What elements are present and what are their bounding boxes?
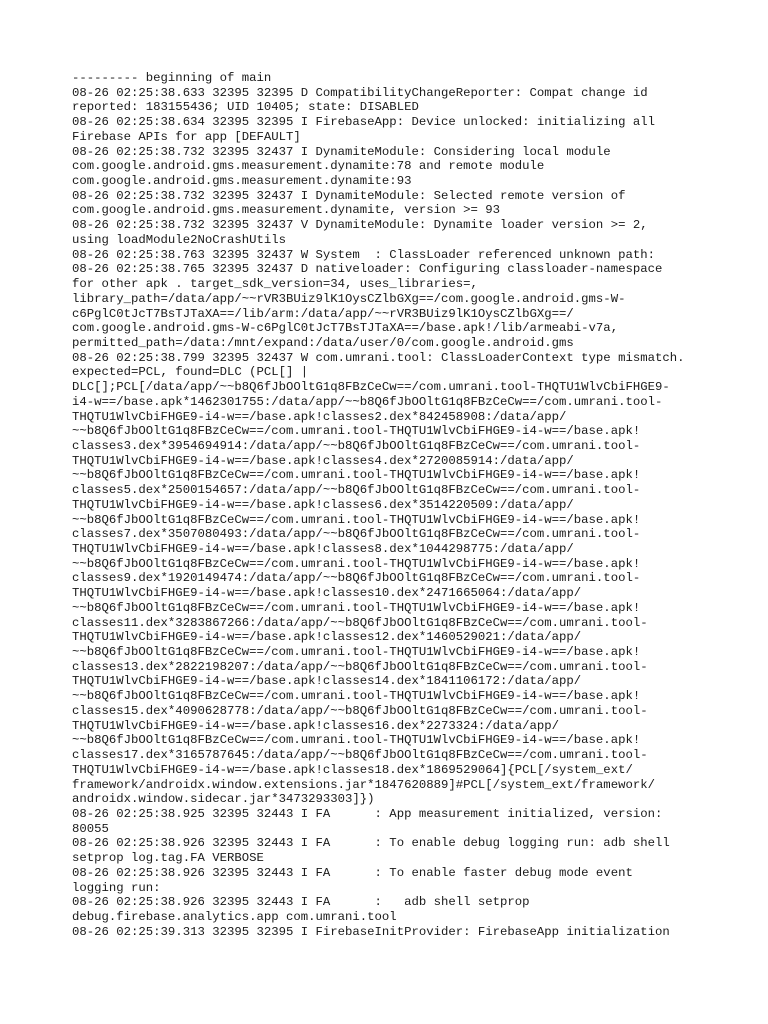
log-line: ~~b8Q6fJbOOltG1q8FBzCeCw==/com.umrani.tool-THQTU1WlvCbiFHGE9-i4-w==/base.apk! <box>72 556 641 571</box>
log-line: classes7.dex*3507080493:/data/app/~~b8Q6fJbOOltG1q8FBzCeCw==/com.umrani.tool- <box>72 527 641 542</box>
log-line: DLC[];PCL[/data/app/~~b8Q6fJbOOltG1q8FBzCeCw==/com.umrani.tool-THQTU1WlvCbiFHGE9- <box>72 380 670 395</box>
log-line: 08-26 02:25:38.926 32395 32443 I FA : To enable debug logging run: adb shell <box>72 836 670 851</box>
log-line: ~~b8Q6fJbOOltG1q8FBzCeCw==/com.umrani.tool-THQTU1WlvCbiFHGE9-i4-w==/base.apk! <box>72 512 641 527</box>
log-line: THQTU1WlvCbiFHGE9-i4-w==/base.apk!classes12.dex*1460529021:/data/app/ <box>72 630 582 645</box>
log-line: framework/androidx.window.extensions.jar*1847620889]#PCL[/system_ext/framework/ <box>72 777 655 792</box>
log-line: 08-26 02:25:38.926 32395 32443 I FA : To enable faster debug mode event <box>72 865 633 880</box>
log-line: classes5.dex*2500154657:/data/app/~~b8Q6fJbOOltG1q8FBzCeCw==/com.umrani.tool- <box>72 483 641 498</box>
log-line: ~~b8Q6fJbOOltG1q8FBzCeCw==/com.umrani.tool-THQTU1WlvCbiFHGE9-i4-w==/base.apk! <box>72 424 641 439</box>
log-line: library_path=/data/app/~~rVR3BUiz9lK1OysCZlbGXg==/com.google.android.gms-W- <box>72 291 626 306</box>
log-line: THQTU1WlvCbiFHGE9-i4-w==/base.apk!classes16.dex*2273324:/data/app/ <box>72 718 560 733</box>
log-line: 08-26 02:25:38.925 32395 32443 I FA : App measurement initialized, version: <box>72 806 663 821</box>
log-line: expected=PCL, found=DLC (PCL[] | <box>72 365 309 380</box>
log-line: ~~b8Q6fJbOOltG1q8FBzCeCw==/com.umrani.tool-THQTU1WlvCbiFHGE9-i4-w==/base.apk! <box>72 689 641 704</box>
log-line: classes17.dex*3165787645:/data/app/~~b8Q6fJbOOltG1q8FBzCeCw==/com.umrani.tool- <box>72 748 648 763</box>
log-line: ~~b8Q6fJbOOltG1q8FBzCeCw==/com.umrani.tool-THQTU1WlvCbiFHGE9-i4-w==/base.apk! <box>72 600 641 615</box>
log-line: i4-w==/base.apk*1462301755:/data/app/~~b8Q6fJbOOltG1q8FBzCeCw==/com.umrani.tool- <box>72 394 663 409</box>
log-line: permitted_path=/data:/mnt/expand:/data/user/0/com.google.android.gms <box>72 335 574 350</box>
log-line: THQTU1WlvCbiFHGE9-i4-w==/base.apk!classes14.dex*1841106172:/data/app/ <box>72 674 582 689</box>
log-line: THQTU1WlvCbiFHGE9-i4-w==/base.apk!classes4.dex*2720085914:/data/app/ <box>72 453 574 468</box>
log-line: ~~b8Q6fJbOOltG1q8FBzCeCw==/com.umrani.tool-THQTU1WlvCbiFHGE9-i4-w==/base.apk! <box>72 468 641 483</box>
log-line: THQTU1WlvCbiFHGE9-i4-w==/base.apk!classes8.dex*1044298775:/data/app/ <box>72 542 574 556</box>
log-line: 08-26 02:25:39.313 32395 32395 I FirebaseInitProvider: FirebaseApp initialization <box>72 924 670 939</box>
log-line: 08-26 02:25:38.765 32395 32437 D nativeloader: Configuring classloader-namespace <box>72 262 663 277</box>
log-line: 08-26 02:25:38.633 32395 32395 D CompatibilityChangeReporter: Compat change id <box>72 85 648 100</box>
log-line: setprop log.tag.FA VERBOSE <box>72 851 264 866</box>
log-line: 80055 <box>72 821 109 836</box>
log-line: Firebase APIs for app [DEFAULT] <box>72 129 301 144</box>
log-line: 08-26 02:25:38.634 32395 32395 I FirebaseApp: Device unlocked: initializing all <box>72 115 655 130</box>
log-line: com.google.android.gms.measurement.dynamite:93 <box>72 174 412 189</box>
log-line: THQTU1WlvCbiFHGE9-i4-w==/base.apk!classes6.dex*3514220509:/data/app/ <box>72 497 574 512</box>
log-line: classes9.dex*1920149474:/data/app/~~b8Q6fJbOOltG1q8FBzCeCw==/com.umrani.tool- <box>72 571 641 586</box>
log-line: androidx.window.sidecar.jar*3473293303]}) <box>72 792 375 807</box>
log-line: ~~b8Q6fJbOOltG1q8FBzCeCw==/com.umrani.tool-THQTU1WlvCbiFHGE9-i4-w==/base.apk! <box>72 645 641 660</box>
log-line: THQTU1WlvCbiFHGE9-i4-w==/base.apk!classes2.dex*842458908:/data/app/ <box>72 409 567 424</box>
log-line: c6PglC0tJcT7BsTJTaXA==/lib/arm:/data/app/~~rVR3BUiz9lK1OysCZlbGXg==/ <box>72 306 574 321</box>
log-line: classes11.dex*3283867266:/data/app/~~b8Q6fJbOOltG1q8FBzCeCw==/com.umrani.tool- <box>72 615 648 630</box>
log-line: 08-26 02:25:38.732 32395 32437 I DynamiteModule: Selected remote version of <box>72 188 626 203</box>
log-line: com.google.android.gms.measurement.dynamite, version >= 93 <box>72 203 501 218</box>
log-line: for other apk . target_sdk_version=34, uses_libraries=, <box>72 277 478 292</box>
log-line: 08-26 02:25:38.926 32395 32443 I FA : adb shell setprop <box>72 895 530 910</box>
log-line: classes3.dex*3954694914:/data/app/~~b8Q6fJbOOltG1q8FBzCeCw==/com.umrani.tool- <box>72 438 641 453</box>
log-line: 08-26 02:25:38.732 32395 32437 I DynamiteModule: Considering local module <box>72 144 611 159</box>
log-line: 08-26 02:25:38.732 32395 32437 V DynamiteModule: Dynamite loader version >= 2, <box>72 218 648 233</box>
log-line: THQTU1WlvCbiFHGE9-i4-w==/base.apk!classes18.dex*1869529064]{PCL[/system_ext/ <box>72 762 633 777</box>
log-line: using loadModule2NoCrashUtils <box>72 232 287 247</box>
log-line: THQTU1WlvCbiFHGE9-i4-w==/base.apk!classes10.dex*2471665064:/data/app/ <box>72 586 582 601</box>
log-line: 08-26 02:25:38.799 32395 32437 W com.umrani.tool: ClassLoaderContext type mismatch. <box>72 350 685 365</box>
log-line: debug.firebase.analytics.app com.umrani.tool <box>72 909 397 924</box>
log-line: logging run: <box>72 880 161 895</box>
logcat-output <box>72 71 702 939</box>
log-line: com.google.android.gms.measurement.dynamite:78 and remote module <box>72 159 545 174</box>
log-line: --------- beginning of main <box>72 71 272 85</box>
log-line: 08-26 02:25:38.763 32395 32437 W System : ClassLoader referenced unknown path: <box>72 247 655 262</box>
log-line: classes13.dex*2822198207:/data/app/~~b8Q6fJbOOltG1q8FBzCeCw==/com.umrani.tool- <box>72 659 648 674</box>
log-line: classes15.dex*4090628778:/data/app/~~b8Q6fJbOOltG1q8FBzCeCw==/com.umrani.tool- <box>72 703 648 718</box>
log-line: ~~b8Q6fJbOOltG1q8FBzCeCw==/com.umrani.tool-THQTU1WlvCbiFHGE9-i4-w==/base.apk! <box>72 733 641 748</box>
log-line: reported: 183155436; UID 10405; state: DISABLED <box>72 100 419 115</box>
log-line: com.google.android.gms-W-c6PglC0tJcT7BsTJTaXA==/base.apk!/lib/armeabi-v7a, <box>72 321 619 336</box>
